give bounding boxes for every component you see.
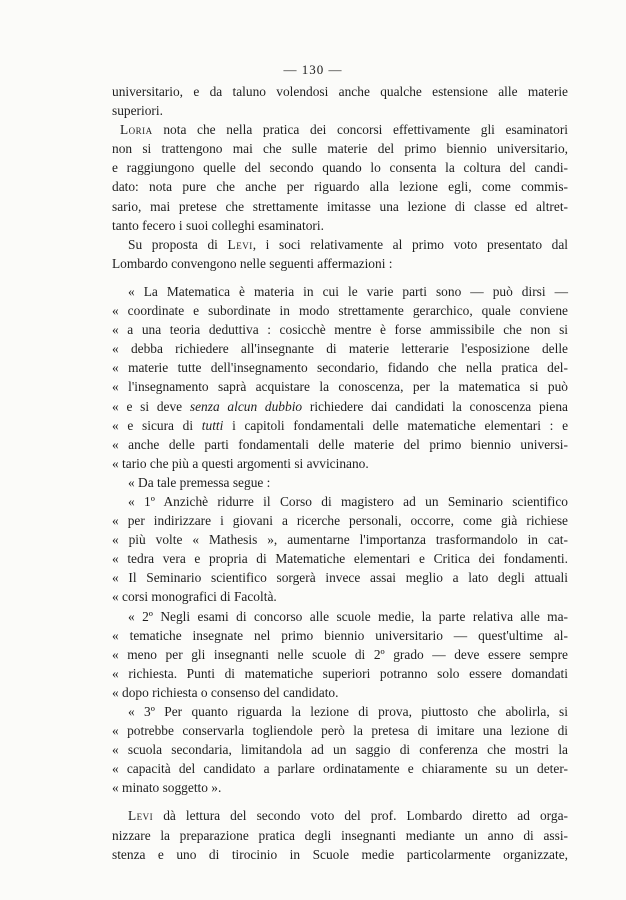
text-line: Levi dà lettura del secondo voto del prof. Lombardo diretto ad orga- <box>128 808 568 824</box>
text-line: « più volte « Mathesis », aumentarne l'importanza trasformandolo in cat- <box>112 532 568 548</box>
body-text <box>112 82 568 864</box>
text-line: tanto fecero i suoi colleghi esaminatori. <box>112 217 324 233</box>
text-line: Su proposta di Levi, i soci relativamente al primo voto presentato dal <box>128 236 568 252</box>
name-small-caps: Levi <box>227 236 253 252</box>
name-small-caps: Levi <box>128 808 154 824</box>
text-line: « potrebbe conservarla togliendole però la pretesa di imitare una lezione di <box>112 723 568 739</box>
text-line: Loria nota che nella pratica dei concorsi effettivamente gli esaminatori <box>120 122 568 138</box>
text-line: « a una teoria deduttiva : cosicchè mentre è forse ammissibile che non si <box>112 322 568 338</box>
text-line: « corsi monografici di Facoltà. <box>112 589 277 605</box>
text-line: « Da tale premessa segue : <box>128 474 271 490</box>
text-line: « Il Seminario scientifico sorgerà invece assai meglio a lato degli attuali <box>112 570 568 586</box>
text-line: « materie tutte dell'insegnamento secondario, fidando che nella pratica del- <box>112 360 568 376</box>
text-line: « anche delle parti fondamentali delle materie del primo biennio universi- <box>112 436 568 452</box>
paragraph-gap <box>112 273 568 282</box>
text-line: « meno per gli insegnanti nelle scuole di 2º grado — deve essere sempre <box>112 646 568 662</box>
text-line: Lombardo convengono nelle seguenti affermazioni : <box>112 255 393 271</box>
text-line: « 3º Per quanto riguarda la lezione di prova, piuttosto che abolirla, si <box>128 704 568 719</box>
text-line: « l'insegnamento saprà acquistare la conoscenza, per la matematica si può <box>112 379 568 395</box>
text-line: « per indirizzare i giovani a ricerche personali, occorre, come già richiese <box>112 513 568 529</box>
text-line: « debba richiedere all'insegnante di materie letterarie l'esposizione delle <box>112 341 568 357</box>
text-line: « scuola secondaria, limitandola ad un saggio di conferenza che mostri la <box>112 742 568 758</box>
text-line: « 2º Negli esami di concorso alle scuole medie, la parte relativa alle ma- <box>128 608 568 624</box>
text-line: « tematiche insegnate nel primo biennio universitario — quest'ultime al- <box>112 627 568 643</box>
emphasis: tutti <box>201 417 224 433</box>
paragraph-gap <box>112 797 568 806</box>
text-line: stenza e uno di tirocinio in Scuole medie particolarmente organizzate, <box>112 846 568 862</box>
text-line: « La Matematica è materia in cui le varie parti sono — può dirsi — <box>128 283 568 299</box>
emphasis: senza alcun dubbio <box>189 398 303 414</box>
name-small-caps: Loria <box>120 122 153 138</box>
text-line: universitario, e da taluno volendosi anche qualche estensione alle materie <box>112 84 568 99</box>
text-line: « tedra vera e propria di Matematiche elementari e Critica dei fondamenti. <box>112 551 568 567</box>
text-line: « minato soggetto ». <box>112 780 222 796</box>
text-line: e raggiungono quelle del secondo quando lo consenta la coltura del candi- <box>112 160 568 176</box>
page-number: — 130 — <box>283 62 343 77</box>
text-line: « dopo richiesta o consenso del candidato. <box>112 684 339 700</box>
text-line: « capacità del candidato a parlare ordinatamente e chiaramente su un deter- <box>112 761 568 777</box>
text-line: « e si deve senza alcun dubbio richiedere dai candidati la conoscenza piena <box>112 398 568 414</box>
text-line: « tario che più a questi argomenti si avvicinano. <box>112 455 369 471</box>
text-line: non si trattengono mai che sulle materie del primo biennio universitario, <box>112 141 568 157</box>
text-line: « 1º Anzichè ridurre il Corso di magistero ad un Seminario scientifico <box>128 493 568 509</box>
text-line: « richiesta. Punti di matematiche superiori potranno solo essere domandati <box>112 665 568 681</box>
text-line: dato: nota pure che anche per riguardo alla lezione egli, come commis- <box>112 179 568 195</box>
text-line: sario, mai pretese che strettamente imitasse una lezione di classe ed altret- <box>112 198 568 214</box>
text-line: « coordinate e subordinate in modo strettamente gerarchico, quale conviene <box>112 303 568 319</box>
text-line: nizzare la preparazione pratica degli insegnanti mediante un anno di assi- <box>112 827 568 843</box>
text-line: superiori. <box>112 103 163 119</box>
text-line: « e sicura di tutti i capitoli fondamentali delle matematiche elementari : e <box>112 417 569 433</box>
